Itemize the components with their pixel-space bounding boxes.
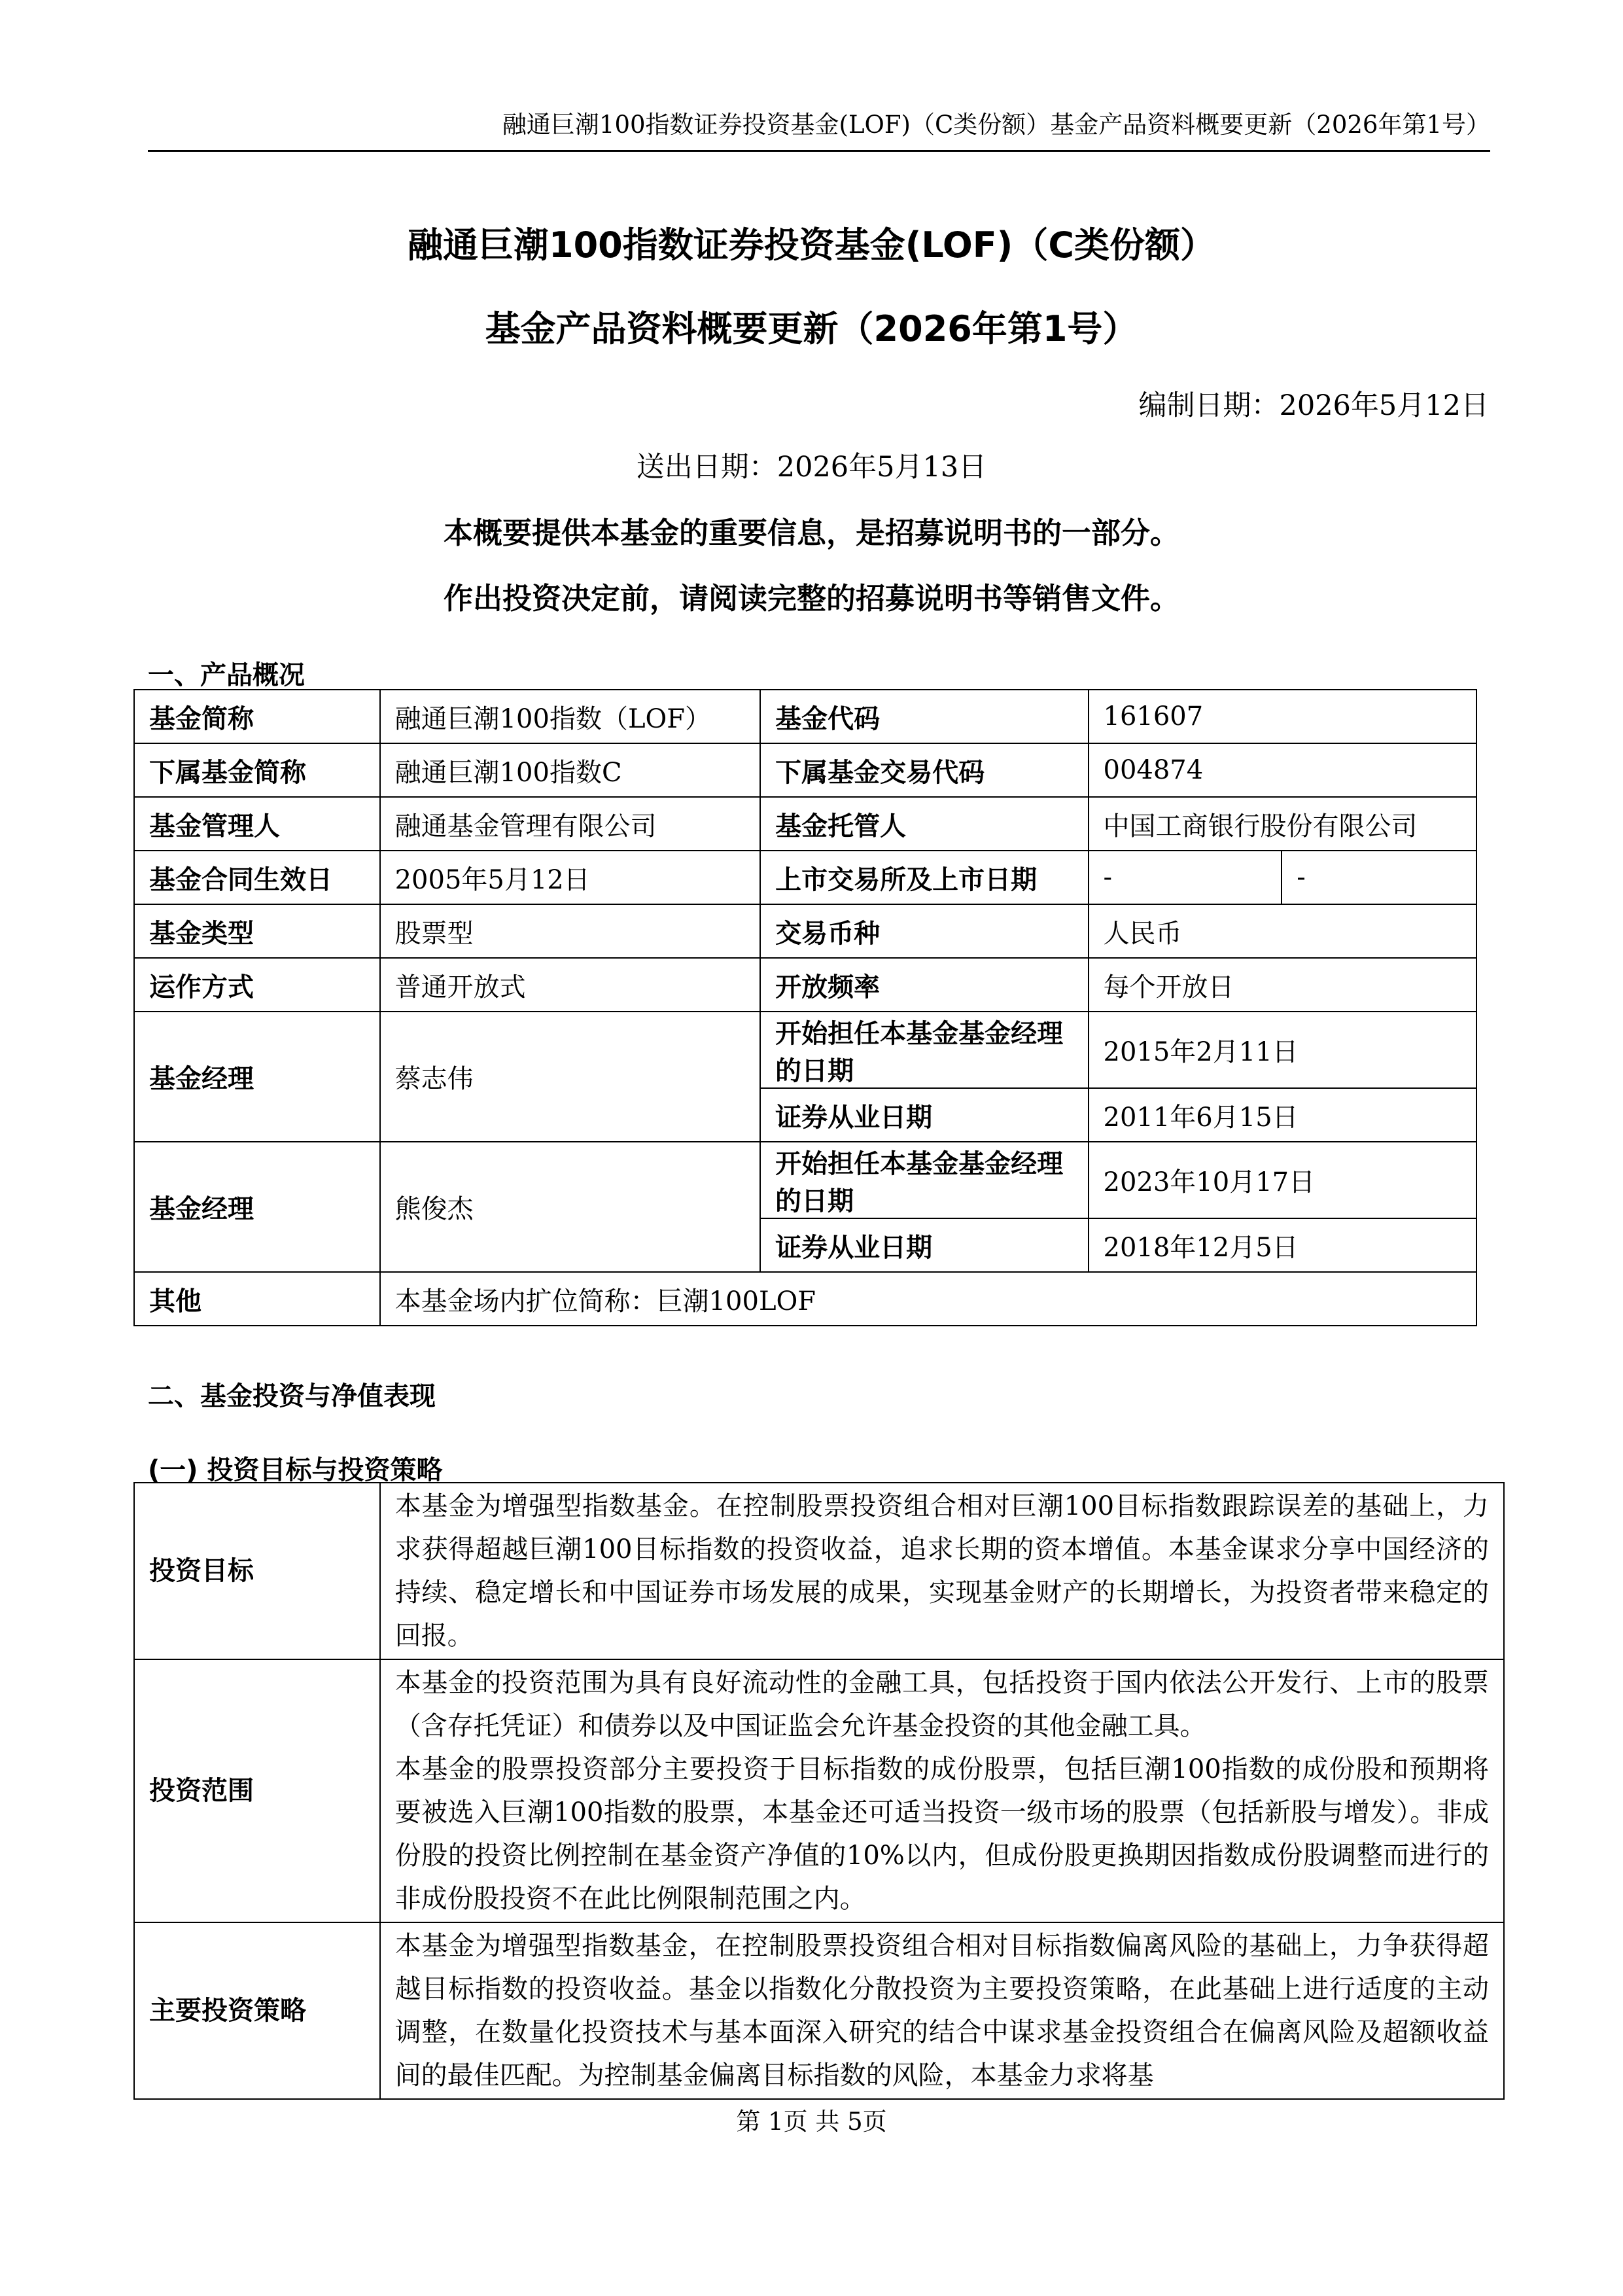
notice-line2: 作出投资决定前，请阅读完整的招募说明书等销售文件。: [443, 581, 1179, 616]
document-title-line1: 融通巨潮100指数证券投资基金(LOF)（C类份额）: [408, 224, 1215, 266]
notice-line1: 本概要提供本基金的重要信息，是招募说明书的一部分。: [443, 516, 1179, 550]
document-title-line2: 基金产品资料概要更新（2026年第1号）: [485, 308, 1138, 349]
manager-label: 基金管理人: [134, 797, 380, 851]
custodian-value: 中国工商银行股份有限公司: [1089, 797, 1477, 851]
manager-career-label: 证券从业日期: [760, 1218, 1088, 1272]
fund-short-name-value: 融通巨潮100指数（LOF）: [380, 690, 760, 743]
table-row: [134, 797, 1476, 851]
frequency-label: 开放频率: [760, 958, 1088, 1012]
frequency-value: 每个开放日: [1089, 958, 1477, 1012]
fund-manager-name: 蔡志伟: [380, 1012, 760, 1142]
manager-start-date: 2015年2月11日: [1089, 1012, 1477, 1088]
table-row: [134, 1272, 1476, 1326]
running-header: 融通巨潮100指数证券投资基金(LOF)（C类份额）基金产品资料概要更新（2026年第1号）: [502, 111, 1490, 139]
table-row: [134, 1483, 1504, 1659]
table-row: [134, 1922, 1504, 2099]
listing-label: 上市交易所及上市日期: [760, 851, 1088, 904]
product-overview-table: [133, 689, 1477, 1326]
currency-value: 人民币: [1089, 904, 1477, 958]
effective-date-value: 2005年5月12日: [380, 851, 760, 904]
currency-label: 交易币种: [760, 904, 1088, 958]
other-label: 其他: [134, 1272, 380, 1326]
objective-text: 本基金为增强型指数基金。在控制股票投资组合相对巨潮100目标指数跟踪误差的基础上，力求获得超越巨潮100目标指数的投资收益，追求长期的资本增值。本基金谋求分享中国经济的持续、稳定增长和中国证券市场发展的成果，实现基金财产的长期增长，为投资者带来稳定的回报。: [380, 1483, 1504, 1659]
manager-career-date: 2011年6月15日: [1089, 1088, 1477, 1142]
section-product-overview-title: 一、产品概况: [148, 660, 305, 690]
manager-career-date: 2018年12月5日: [1089, 1218, 1477, 1272]
manager-start-date: 2023年10月17日: [1089, 1142, 1477, 1218]
main-strategy-label: 主要投资策略: [134, 1922, 380, 2099]
table-row: [134, 958, 1476, 1012]
investment-strategy-table: [133, 1482, 1505, 2100]
fund-type-value: 股票型: [380, 904, 760, 958]
effective-date-label: 基金合同生效日: [134, 851, 380, 904]
scope-label: 投资范围: [134, 1659, 380, 1922]
scope-paragraph-2: 本基金的股票投资部分主要投资于目标指数的成份股票，包括巨潮100指数的成份股和预期将要被选入巨潮100指数的股票，本基金还可适当投资一级市场的股票（包括新股与增发）。非成份股的投资比例控制在基金资产净值的10%以内，但成份股更换期因指数成份股调整而进行的非成份股投资不在此比例限制范围之内。: [394, 1754, 1489, 1914]
listing-exchange-value: -: [1089, 851, 1282, 904]
sub-fund-code-value: 004874: [1089, 743, 1477, 797]
other-value: 本基金场内扩位简称：巨潮100LOF: [380, 1272, 1476, 1326]
page-footer: 第 1页 共 5页: [736, 2108, 887, 2136]
scope-cell: [380, 1659, 1504, 1922]
manager-career-label: 证券从业日期: [760, 1088, 1088, 1142]
manager-start-label: 开始担任本基金基金经理的日期: [760, 1012, 1088, 1088]
fund-manager-name: 熊俊杰: [380, 1142, 760, 1272]
main-strategy-text: 本基金为增强型指数基金，在控制股票投资组合相对目标指数偏离风险的基础上，力争获得超越目标指数的投资收益。基金以指数化分散投资为主要投资策略，在此基础上进行适度的主动调整，在数量化投资技术与基本面深入研究的结合中谋求基金投资组合在偏离风险及超额收益间的最佳匹配。为控制基金偏离目标指数的风险，本基金力求将基: [380, 1922, 1504, 2099]
manager-start-label: 开始担任本基金基金经理的日期: [760, 1142, 1088, 1218]
compile-date: 编制日期：2026年5月12日: [1138, 389, 1489, 422]
fund-manager-label: 基金经理: [134, 1012, 380, 1142]
subsection-objective-strategy-title: (一) 投资目标与投资策略: [148, 1455, 443, 1485]
section-investment-title: 二、基金投资与净值表现: [148, 1381, 436, 1411]
objective-label: 投资目标: [134, 1483, 380, 1659]
sub-fund-name-value: 融通巨潮100指数C: [380, 743, 760, 797]
table-row: [134, 743, 1476, 797]
operation-value: 普通开放式: [380, 958, 760, 1012]
sub-fund-name-label: 下属基金简称: [134, 743, 380, 797]
table-row: [134, 1659, 1504, 1922]
operation-label: 运作方式: [134, 958, 380, 1012]
sub-fund-code-label: 下属基金交易代码: [760, 743, 1088, 797]
fund-code-value: 161607: [1089, 690, 1477, 743]
fund-manager-label: 基金经理: [134, 1142, 380, 1272]
manager-value: 融通基金管理有限公司: [380, 797, 760, 851]
header-rule: [148, 150, 1490, 152]
table-row: [134, 904, 1476, 958]
fund-code-label: 基金代码: [760, 690, 1088, 743]
table-row: [134, 1142, 1476, 1218]
listing-date-value: -: [1282, 851, 1476, 904]
table-row: [134, 1012, 1476, 1088]
custodian-label: 基金托管人: [760, 797, 1088, 851]
scope-paragraph-1: 本基金的投资范围为具有良好流动性的金融工具，包括投资于国内依法公开发行、上市的股票（含存托凭证）和债券以及中国证监会允许基金投资的其他金融工具。: [394, 1668, 1489, 1741]
fund-type-label: 基金类型: [134, 904, 380, 958]
fund-short-name-label: 基金简称: [134, 690, 380, 743]
send-date: 送出日期：2026年5月13日: [636, 451, 987, 484]
table-row: [134, 851, 1476, 904]
table-row: [134, 690, 1476, 743]
